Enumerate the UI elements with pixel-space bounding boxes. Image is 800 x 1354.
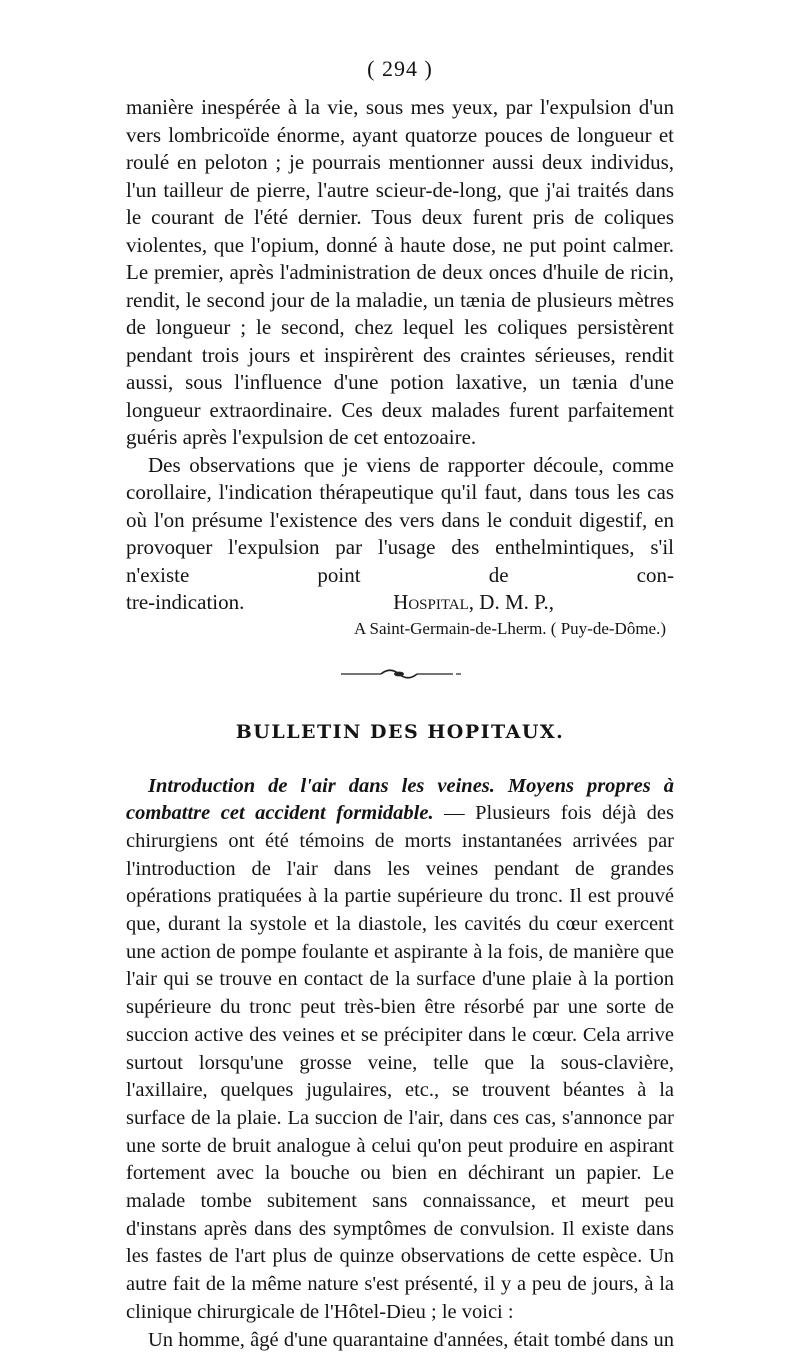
article-subtitle: Introduction de l'air dans les veines. Moyens propres à combattre cet accident formidable. [126,775,674,825]
ornament-divider [126,667,674,685]
bulletin-paragraph-1 [126,773,674,1327]
bulletin-paragraph-2: Un homme, âgé d'une quarantaine d'années, était tombé dans un [126,1327,674,1354]
letter-section [126,94,674,641]
letter-paragraph-2-end: tre-indication. [126,589,244,617]
section-title: BULLETIN DES HOPITAUX. [126,721,674,743]
letter-paragraph-1: manière inespérée à la vie, sous mes yeux, par l'expulsion d'un vers lombricoïde énorme, ayant quatorze pouces de longueur et roulé en peloton ; je pourrais mentionner aussi deux individus, l'un tailleur de pierre, l'autre scieur-de-long, que j'ai traités dans le courant de l'été dernier. Tous deux furent pris de coliques violentes, que l'opium, donné à haute dose, ne put point calmer. Le premier, après l'administration de deux onces d'huile de ricin, rendit, le second jour de la maladie, un tænia de plusieurs mètres de longueur ; le second, chez lequel les coliques persistèrent pendant trois jours et inspirèrent des craintes sérieuses, rendit aussi, sous l'influence d'une potion laxative, un tænia d'une longueur extraordinaire. Ces deux malades furent parfaitement guéris après l'expulsion de cet entozoaire. [126,94,674,452]
bulletin-section [126,773,674,1354]
author-location: A Saint-Germain-de-Lherm. ( Puy-de-Dôme.) [126,617,666,641]
ornament-flourish-icon [335,668,465,680]
bulletin-paragraph-1-body: — Plusieurs fois déjà des chirurgiens ont été témoins de morts instantanées arrivées par l'introduction de l'air dans les veines pendant de grandes opérations pratiquées à la partie supérieure du tronc. Il est prouvé que, durant la systole et la diastole, les cavités du cœur exercent une action de pompe foulante et aspirante à la fois, de manière que l'air qui se trouve en contact de la surface d'une plaie à la portion supérieure du tronc peut très-bien être résorbé par une sorte de succion active des veines et se précipiter dans le cœur. Cela arrive surtout lorsqu'une grosse veine, telle que la sous-clavière, l'axillaire, quelques jugulaires, etc., se trouvent béantes à la surface de la plaie. La succion de l'air, dans ces cas, s'annonce par une sorte de bruit analogue à celui qu'on peut produire en aspirant fortement avec la bouche ou bien en déchirant un papier. Le malade tombe subitement sans connaissance, et meurt peu d'instans après dans des symptômes de convulsion. Il existe dans les fastes de l'art plus de quinze observations de cette espèce. Un autre fait de la même nature s'est présenté, il y a peu de jours, à la clinique chirurgicale de l'Hôtel-Dieu ; le voici : [126,802,674,1323]
signature-line [126,589,674,617]
letter-paragraph-2: Des observations que je viens de rapporter découle, comme corollaire, l'indication thérapeutique qu'il faut, dans tous les cas où l'on présume l'existence des vers dans le conduit digestif, en provoquer l'expulsion par l'usage des enthelmintiques, s'il n'existe point de con- [126,452,674,590]
page-number: ( 294 ) [126,56,674,82]
author-signature: Hospital, D. M. P., [393,589,554,617]
